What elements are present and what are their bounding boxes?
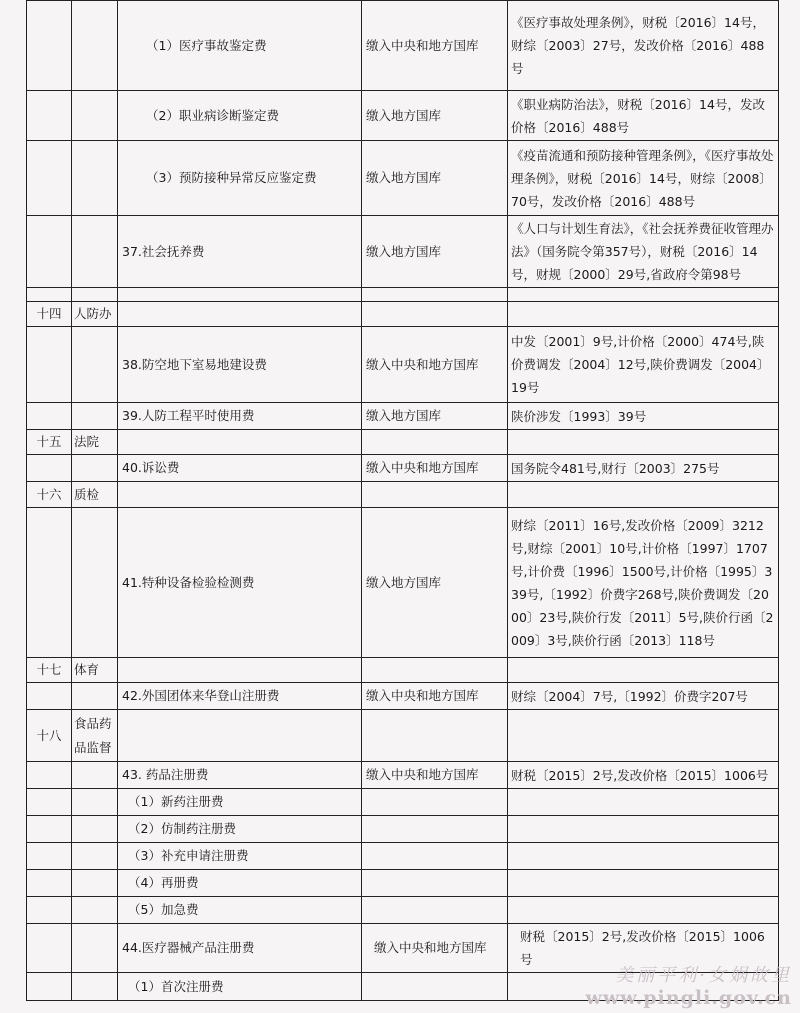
- table-row: [27, 1, 779, 91]
- category-number-cell: [27, 897, 72, 924]
- category-number-cell: [27, 141, 72, 216]
- fee-name-cell: 44.医疗器械产品注册费: [118, 924, 362, 973]
- fee-name-cell: （2）仿制药注册费: [118, 816, 362, 843]
- category-number-cell: [27, 843, 72, 870]
- category-name-cell: [72, 508, 118, 658]
- fee-destination-cell: [362, 897, 508, 924]
- category-name-cell: [72, 897, 118, 924]
- fee-name-cell: [118, 288, 362, 302]
- fee-destination-cell: [362, 843, 508, 870]
- category-name: 体育: [72, 658, 118, 683]
- table-row: [27, 455, 779, 482]
- fee-destination-cell: 缴入地方国库: [362, 216, 508, 288]
- fee-basis-cell: 《职业病防治法》，财税〔2016〕14号，发改价格〔2016〕488号: [508, 91, 779, 141]
- fee-destination-cell: [362, 816, 508, 843]
- fee-basis-cell: 《疫苗流通和预防接种管理条例》，《医疗事故处理条例》，财税〔2016〕14号，财综〔2008〕70号，发改价格〔2016〕488号: [508, 141, 779, 216]
- category-name-cell: [72, 789, 118, 816]
- table-row: [27, 216, 779, 288]
- category-number-cell: [27, 1, 72, 91]
- fee-name-cell: （3）补充申请注册费: [118, 843, 362, 870]
- fee-table: [26, 0, 779, 1001]
- table-row: [27, 508, 779, 658]
- table-row: [27, 762, 779, 789]
- fee-name-cell: [118, 710, 362, 762]
- fee-name-cell: 42.外国团体来华登山注册费: [118, 683, 362, 710]
- category-name-cell: [72, 924, 118, 973]
- category-name-cell: [72, 683, 118, 710]
- fee-destination-cell: 缴入中央和地方国库: [362, 327, 508, 403]
- fee-name-cell: 37.社会抚养费: [118, 216, 362, 288]
- fee-name-cell: （4）再册费: [118, 870, 362, 897]
- category-name-cell: [72, 455, 118, 482]
- category-number-cell: [27, 924, 72, 973]
- fee-basis-cell: 《医疗事故处理条例》，财税〔2016〕14号，财综〔2003〕27号，发改价格〔2016〕488号: [508, 1, 779, 91]
- category-number-cell: [27, 870, 72, 897]
- category-number-cell: [27, 789, 72, 816]
- fee-name-cell: [118, 430, 362, 455]
- category-number-cell: [27, 216, 72, 288]
- category-number-cell: [27, 455, 72, 482]
- fee-destination-cell: 缴入地方国库: [362, 141, 508, 216]
- category-number: 十六: [27, 482, 72, 508]
- table-row: [27, 683, 779, 710]
- fee-name-cell: [118, 482, 362, 508]
- fee-name-cell: （2）职业病诊断鉴定费: [118, 91, 362, 141]
- fee-destination-cell: [362, 658, 508, 683]
- fee-basis-cell: [508, 710, 779, 762]
- fee-destination-cell: 缴入中央和地方国库: [362, 455, 508, 482]
- fee-basis-cell: [508, 430, 779, 455]
- fee-destination-cell: 缴入中央和地方国库: [362, 683, 508, 710]
- category-name: 质检: [72, 482, 118, 508]
- category-name-cell: [72, 870, 118, 897]
- fee-name-cell: [118, 302, 362, 327]
- fee-name-cell: 41.特种设备检验检测费: [118, 508, 362, 658]
- category-number: 十七: [27, 658, 72, 683]
- fee-basis-cell: [508, 789, 779, 816]
- category-name-cell: [72, 91, 118, 141]
- category-number: 十八: [27, 710, 72, 762]
- table-row: [27, 91, 779, 141]
- fee-name-cell: （1）医疗事故鉴定费: [118, 1, 362, 91]
- fee-destination-cell: 缴入地方国库: [362, 508, 508, 658]
- fee-name-cell: （1）首次注册费: [118, 973, 362, 1001]
- category-name-cell: [72, 762, 118, 789]
- fee-name-cell: 38.防空地下室易地建设费: [118, 327, 362, 403]
- fee-basis-cell: 财综〔2011〕16号,发改价格〔2009〕3212号,财综〔2001〕10号,计价格〔1997〕1707号,计价费〔1996〕1500号,计价格〔1995〕339号,〔1992〕价费字268号,陕价费调发〔2000〕23号,陕价行发〔2011〕5号,陕价行函〔2009〕3号,陕价行函〔2013〕118号: [508, 508, 779, 658]
- category-number-cell: [27, 91, 72, 141]
- category-row: [27, 482, 779, 508]
- fee-basis-cell: 财税〔2015〕2号,发改价格〔2015〕1006号: [508, 762, 779, 789]
- fee-destination-cell: 缴入地方国库: [362, 403, 508, 430]
- category-name: 法院: [72, 430, 118, 455]
- fee-basis-cell: 国务院令481号,财行〔2003〕275号: [508, 455, 779, 482]
- category-number-cell: [27, 973, 72, 1001]
- category-number-cell: [27, 683, 72, 710]
- fee-basis-cell: [508, 658, 779, 683]
- category-number: 十五: [27, 430, 72, 455]
- table-row: [27, 141, 779, 216]
- category-row: [27, 658, 779, 683]
- category-number-cell: [27, 327, 72, 403]
- fee-basis-cell: 中发〔2001〕9号,计价格〔2000〕474号,陕价费调发〔2004〕12号,陕价费调发〔2004〕19号: [508, 327, 779, 403]
- fee-destination-cell: 缴入地方国库: [362, 91, 508, 141]
- fee-destination-cell: 缴入中央和地方国库: [362, 762, 508, 789]
- category-name-cell: [72, 403, 118, 430]
- fee-basis-cell: 《人口与计划生育法》，《社会抚养费征收管理办法》（国务院令第357号），财税〔2016〕14号，财规〔2000〕29号,省政府令第98号: [508, 216, 779, 288]
- category-row: [27, 302, 779, 327]
- fee-name-cell: 40.诉讼费: [118, 455, 362, 482]
- table-row: [27, 327, 779, 403]
- fee-destination-cell: [362, 789, 508, 816]
- category-name-cell: [72, 288, 118, 302]
- fee-basis-cell: [508, 302, 779, 327]
- fee-destination-cell: 缴入中央和地方国库: [362, 924, 508, 973]
- table-row: [27, 288, 779, 302]
- fee-name-cell: （3）预防接种异常反应鉴定费: [118, 141, 362, 216]
- fee-name-cell: （5）加急费: [118, 897, 362, 924]
- category-name-cell: [72, 973, 118, 1001]
- category-number-cell: [27, 288, 72, 302]
- category-name-cell: [72, 1, 118, 91]
- fee-destination-cell: 缴入中央和地方国库: [362, 1, 508, 91]
- category-name-cell: [72, 327, 118, 403]
- category-number: 十四: [27, 302, 72, 327]
- category-row: [27, 710, 779, 762]
- fee-destination-cell: [362, 288, 508, 302]
- fee-basis-cell: [508, 843, 779, 870]
- table-row: [27, 843, 779, 870]
- fee-name-cell: [118, 658, 362, 683]
- fee-basis-cell: [508, 288, 779, 302]
- category-name: 人防办: [72, 302, 118, 327]
- fee-basis-cell: [508, 870, 779, 897]
- fee-basis-cell: [508, 816, 779, 843]
- category-name-cell: [72, 141, 118, 216]
- table-row: [27, 816, 779, 843]
- watermark-slogan: 美丽平利·女娲故里: [615, 965, 792, 986]
- fee-basis-cell: [508, 482, 779, 508]
- fee-name-cell: 39.人防工程平时使用费: [118, 403, 362, 430]
- fee-basis-cell: 财税〔2015〕2号,发改价格〔2015〕1006号: [508, 924, 779, 973]
- table-row: [27, 789, 779, 816]
- fee-destination-cell: [362, 302, 508, 327]
- fee-destination-cell: [362, 430, 508, 455]
- category-name-cell: [72, 816, 118, 843]
- fee-basis-cell: [508, 897, 779, 924]
- fee-destination-cell: [362, 710, 508, 762]
- category-name: 食品药品监督: [72, 710, 118, 762]
- site-watermark: [585, 961, 792, 1009]
- fee-destination-cell: [362, 870, 508, 897]
- fee-destination-cell: [362, 482, 508, 508]
- watermark-url: www.pingli.gov.cn: [585, 987, 792, 1009]
- table-row: [27, 897, 779, 924]
- category-number-cell: [27, 403, 72, 430]
- category-name-cell: [72, 216, 118, 288]
- fee-basis-cell: 财综〔2004〕7号,〔1992〕价费字207号: [508, 683, 779, 710]
- fee-name-cell: （1）新药注册费: [118, 789, 362, 816]
- category-row: [27, 430, 779, 455]
- category-number-cell: [27, 762, 72, 789]
- fee-table-page: [26, 0, 778, 1000]
- table-row: [27, 403, 779, 430]
- table-row: [27, 870, 779, 897]
- category-name-cell: [72, 843, 118, 870]
- fee-basis-cell: 陕价涉发〔1993〕39号: [508, 403, 779, 430]
- category-number-cell: [27, 508, 72, 658]
- fee-name-cell: 43. 药品注册费: [118, 762, 362, 789]
- fee-destination-cell: [362, 973, 508, 1001]
- category-number-cell: [27, 816, 72, 843]
